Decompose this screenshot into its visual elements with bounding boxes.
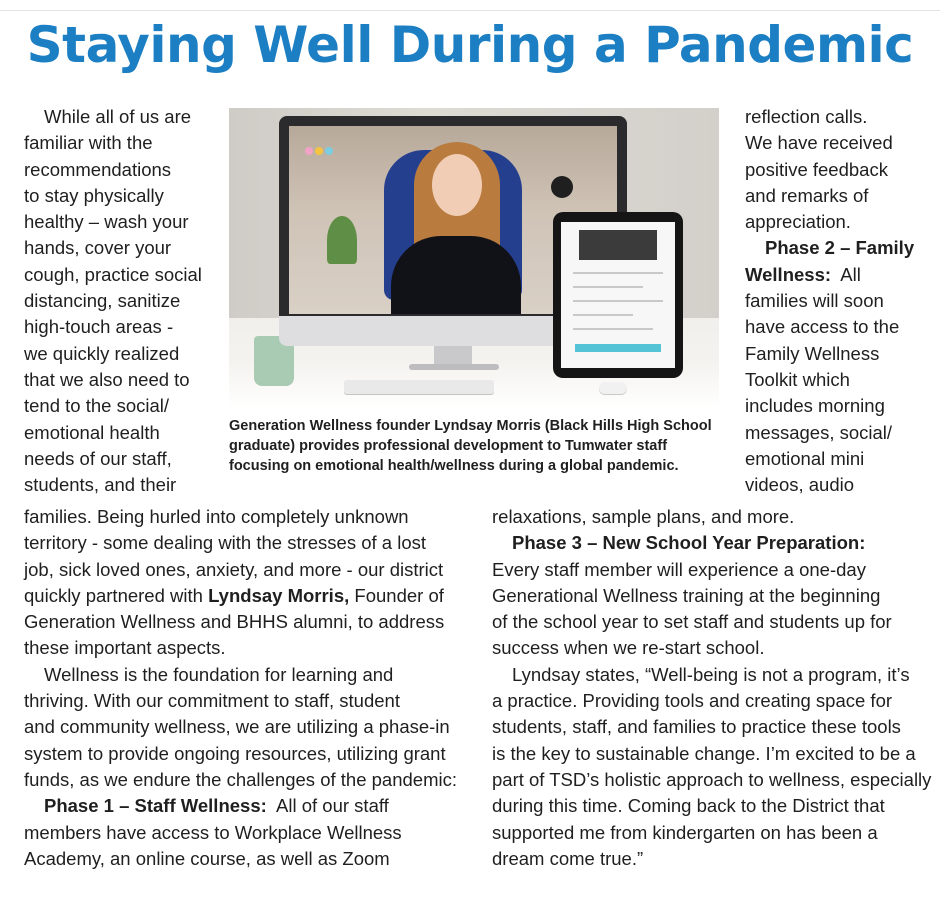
phase1-heading: Phase 1 – Staff Wellness: — [44, 795, 267, 817]
phase2-heading: Phase 2 – Family — [765, 237, 915, 259]
tablet-button — [575, 344, 661, 352]
text-line: system to provide ongoing resources, utilizing grant — [24, 742, 446, 764]
text-line: dream come true.” — [492, 847, 644, 869]
text-run: All of our staff — [266, 795, 389, 817]
tablet-icon — [553, 212, 683, 378]
speaker-icon — [551, 176, 573, 198]
monitor-base — [409, 364, 499, 370]
text-line: messages, social/ — [745, 421, 893, 443]
text-line: emotional mini — [745, 447, 865, 469]
right-column-body — [492, 504, 931, 872]
keyboard-icon — [344, 380, 494, 394]
text-line: positive feedback — [745, 158, 888, 180]
left-column-body — [24, 504, 457, 872]
text-line: to stay physically — [24, 184, 164, 206]
text-line: reflection calls. — [745, 106, 868, 127]
text-line: is the key to sustainable change. I’m excited to be a — [492, 742, 916, 764]
text-line: and remarks of — [745, 184, 869, 206]
text-line: We have received — [745, 132, 893, 154]
mouse-icon — [599, 382, 627, 394]
text-line: Wellness is the foundation for learning and — [44, 663, 394, 685]
text-line: of the school year to set staff and students up for — [492, 611, 892, 633]
text-line: during this time. Coming back to the District that — [492, 795, 885, 817]
text-line: have access to the — [745, 316, 900, 338]
text-line: Generation Wellness and BHHS alumni, to address — [24, 611, 445, 633]
text-line: distancing, sanitize — [24, 290, 181, 312]
text-line: emotional health — [24, 421, 160, 443]
caption-line: graduate) provides professional development to Tumwater staff — [229, 438, 668, 454]
text-line: part of TSD’s holistic approach to wellness, especially — [492, 768, 932, 790]
article-title: Staying Well During a Pandemic — [26, 16, 914, 74]
top-rule — [0, 10, 940, 11]
text-line: we quickly realized — [24, 342, 180, 364]
text-line: supported me from kindergarten on has been a — [492, 821, 878, 843]
text-line: recommendations — [24, 158, 172, 180]
founder-name: Lyndsay Morris, — [208, 584, 350, 606]
text-line: While all of us are — [44, 106, 192, 127]
tablet-banner — [579, 230, 657, 260]
text-line: Academy, an online course, as well as Zoom — [24, 847, 390, 869]
right-column-intro — [745, 104, 914, 498]
text-run: quickly partnered with — [24, 584, 209, 606]
text-line: appreciation. — [745, 211, 851, 233]
video-call-photo — [229, 108, 719, 408]
text-line: these important aspects. — [24, 637, 226, 659]
text-line: tend to the social/ — [24, 395, 170, 417]
text-line: families will soon — [745, 290, 884, 312]
text-line: videos, audio — [745, 474, 855, 496]
text-line: thriving. With our commitment to staff, student — [24, 690, 400, 712]
text-run: All — [831, 263, 861, 285]
person-body — [391, 236, 521, 314]
text-line: that we also need to — [24, 368, 190, 390]
text-line: needs of our staff, — [24, 447, 172, 469]
left-column-intro — [24, 104, 202, 498]
text-line: members have access to Workplace Wellness — [24, 821, 402, 843]
text-line: relaxations, sample plans, and more. — [492, 506, 795, 527]
caption-line: Generation Wellness founder Lyndsay Morris (Black Hills High School — [229, 418, 712, 434]
phase3-heading: Phase 3 – New School Year Preparation: — [512, 532, 866, 554]
tablet-screen — [561, 222, 675, 368]
text-line: families. Being hurled into completely unknown — [24, 506, 409, 527]
text-run: Founder of — [349, 584, 444, 606]
photo-caption — [229, 416, 712, 476]
text-line: and community wellness, we are utilizing a phase-in — [24, 716, 450, 738]
text-line — [24, 793, 457, 819]
text-line: Family Wellness — [745, 342, 880, 364]
text-line: high-touch areas - — [24, 316, 174, 338]
phase2-heading-cont: Wellness: — [745, 263, 832, 285]
text-line — [745, 262, 914, 288]
text-line — [24, 583, 457, 609]
text-line: familiar with the — [24, 132, 153, 154]
text-line: Generational Wellness training at the beginning — [492, 584, 881, 606]
monitor-stand — [434, 346, 472, 366]
text-line: territory - some dealing with the stresses of a lost — [24, 532, 427, 554]
text-line: Toolkit which — [745, 368, 850, 390]
text-line: hands, cover your — [24, 237, 172, 259]
plant-icon — [327, 216, 357, 264]
text-line: funds, as we endure the challenges of the pandemic: — [24, 768, 457, 790]
person-face — [432, 154, 482, 216]
text-line: Lyndsay states, “Well-being is not a program, it’s — [512, 663, 910, 685]
text-line: students, staff, and families to practice these tools — [492, 716, 901, 738]
caption-line: focusing on emotional health/wellness during a global pandemic. — [229, 458, 679, 474]
logo-icon — [305, 142, 339, 152]
text-line: a practice. Providing tools and creating space for — [492, 690, 893, 712]
text-line: includes morning — [745, 395, 885, 417]
text-line: students, and their — [24, 474, 177, 496]
text-line: success when we re-start school. — [492, 637, 765, 659]
text-line: Every staff member will experience a one-day — [492, 558, 866, 580]
text-line: healthy – wash your — [24, 211, 189, 233]
text-line: cough, practice social — [24, 263, 202, 285]
text-line: job, sick loved ones, anxiety, and more - our district — [24, 558, 444, 580]
